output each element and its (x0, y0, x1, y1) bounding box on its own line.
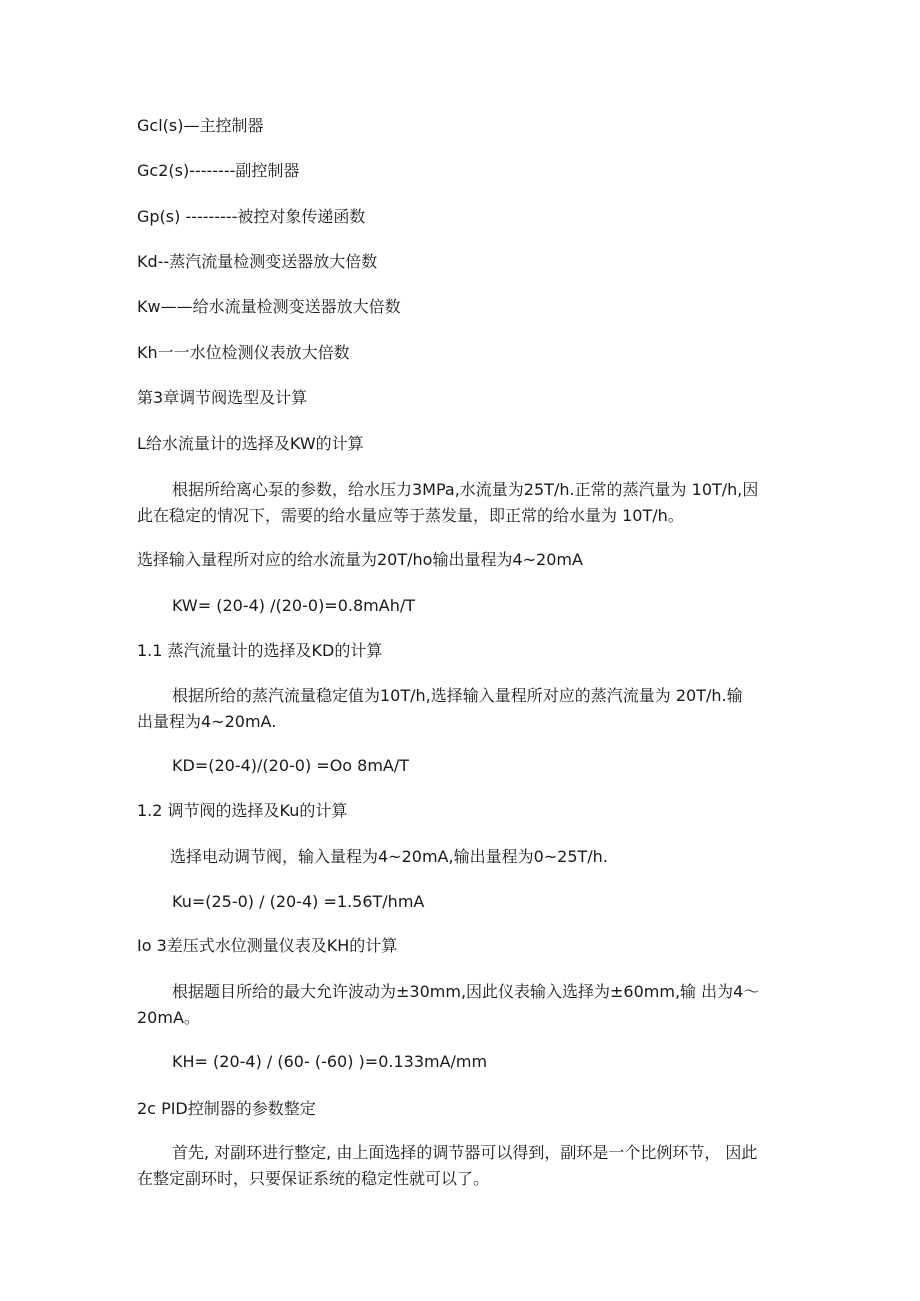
paragraph-pump-line2: 此在稳定的情况下，需要的给水量应等于蒸发量，即正常的给水量为 10T∕h。 (137, 506, 684, 525)
formula-kw: KW= (20-4) /(20-0)=0.8mAh∕T (172, 596, 415, 615)
section-heading-pid: 2c PID控制器的参数整定 (137, 1099, 316, 1118)
symbol-gc1: Gcl(s)—主控制器 (137, 116, 264, 135)
formula-ku: Ku=(25-0) / (20-4) =1.56T∕hmA (172, 892, 425, 911)
paragraph-tuning-line1: 首先, 对副环进行整定, 由上面选择的调节器可以得到，副环是一个比例环节， 因此 (172, 1143, 758, 1162)
paragraph-steam-line2: 出量程为4~20mA. (137, 712, 277, 731)
paragraph-pump-line1: 根据所给离心泵的参数，给水压力3MPa,水流量为25T∕h.正常的蒸汽量为 10T∕h,因 (172, 480, 759, 499)
paragraph-pump (137, 478, 790, 528)
range-select-line: 选择输入量程所对应的给水流量为20T∕ho输出量程为4~20mA (137, 550, 583, 569)
paragraph-level (137, 980, 790, 1030)
symbol-kd: Kd--蒸汽流量检测变送器放大倍数 (137, 252, 378, 271)
paragraph-tuning-line2: 在整定副环时，只要保证系统的稳定性就可以了。 (137, 1169, 490, 1188)
valve-select-line: 选择电动调节阀，输入量程为4~20mA,输出量程为0~25T∕h. (170, 847, 608, 866)
symbol-kw: Kw——给水流量检测变送器放大倍数 (137, 297, 401, 316)
section-heading-kh: Io 3差压式水位测量仪表及KH的计算 (137, 936, 398, 955)
symbol-gp: Gp(s) ---------被控对象传递函数 (137, 207, 366, 226)
section-heading-kw: L给水流量计的选择及KW的计算 (137, 434, 364, 453)
formula-kh: KH= (20-4) / (60- (-60) )=0.133mA∕mm (172, 1052, 488, 1071)
paragraph-steam (137, 684, 790, 734)
paragraph-level-line2: 20mA。 (137, 1008, 200, 1027)
paragraph-tuning (137, 1141, 790, 1191)
symbol-gc2: Gc2(s)--------副控制器 (137, 161, 300, 180)
paragraph-level-line1: 根据题目所给的最大允许波动为±30mm,因此仪表输入选择为±60mm,输 出为4～ (172, 982, 760, 1001)
formula-kd: KD=(20-4)∕(20-0) =Oo 8mA∕T (172, 756, 410, 775)
symbol-kh: Kh一一水位检测仪表放大倍数 (137, 343, 350, 362)
paragraph-steam-line1: 根据所给的蒸汽流量稳定值为10T∕h,选择输入量程所对应的蒸汽流量为 20T∕h.输 (172, 686, 743, 705)
section-heading-ku: 1.2 调节阀的选择及Ku的计算 (137, 801, 348, 820)
chapter-heading: 第3章调节阀选型及计算 (137, 388, 308, 407)
section-heading-kd: 1.1 蒸汽流量计的选择及KD的计算 (137, 641, 383, 660)
